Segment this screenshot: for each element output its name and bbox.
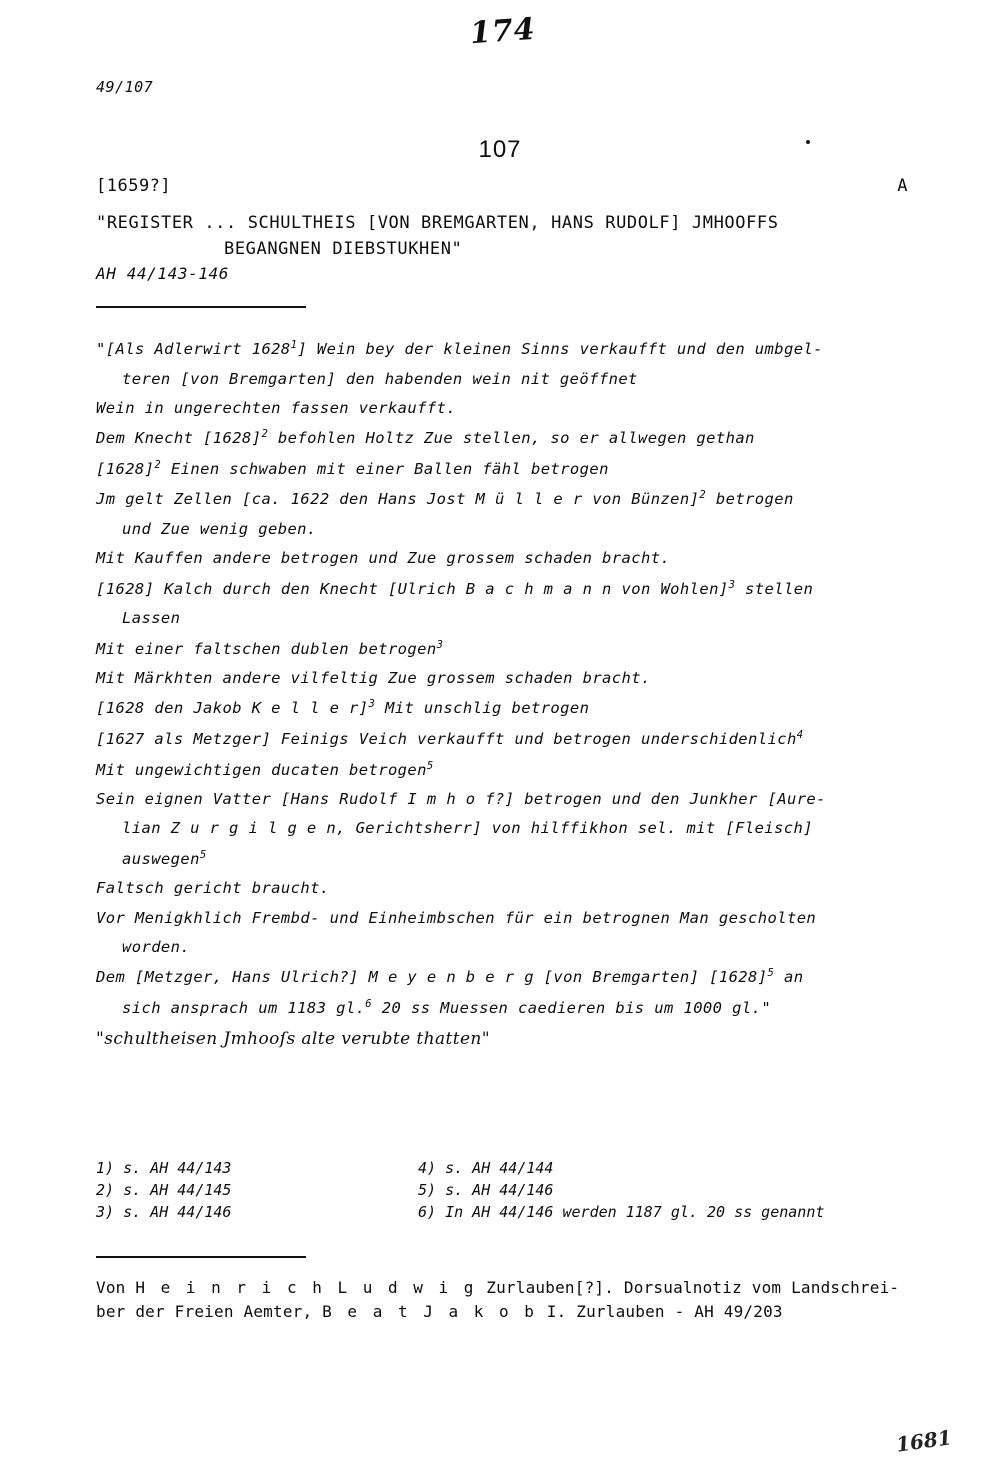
transcription-line [96, 904, 926, 933]
transcription-text: worden. [122, 938, 191, 957]
provenance-line-1-suffix: Zurlauben[?]. Dorsualnotiz vom Landschrei- [476, 1278, 900, 1297]
transcription-line [96, 724, 926, 755]
transcription-text: Wein in ungerechten fassen verkaufft. [96, 398, 457, 417]
provenance-note [96, 1276, 946, 1324]
transcription-text: sich ansprach um 1183 gl. [122, 999, 366, 1018]
footnote-marker: 6 [365, 997, 373, 1010]
transcription-text-cont: 20 ss Muessen caedieren bis um 1000 gl." [372, 999, 772, 1018]
transcription-line [96, 785, 926, 814]
transcription-text: Dem Knecht [1628] [96, 429, 262, 448]
transcription-text-cont: ] Wein bey der kleinen Sinns verkaufft und den umbgel- [297, 340, 823, 359]
transcription-line [96, 515, 926, 544]
footnote-marker: 4 [796, 728, 804, 741]
footnote-marker: 3 [436, 638, 444, 651]
footnote-item: 1) s. AH 44/143 [96, 1159, 232, 1177]
footnote-marker: 2 [261, 428, 269, 441]
footnote-row [96, 1202, 926, 1224]
provenance-line-1-prefix: Von [96, 1278, 136, 1297]
ink-dot-mark [806, 140, 810, 144]
transcription-line [96, 454, 926, 485]
footnote-item: 4) s. AH 44/144 [418, 1159, 554, 1177]
transcription-text: Mit einer faltschen dublen betrogen [96, 639, 437, 658]
divider-top [96, 306, 306, 308]
footnote-item: 3) s. AH 44/146 [96, 1202, 232, 1221]
transcription-text: [1628] [96, 459, 155, 478]
transcription-text: lian Z u r g i l g e n, Gerichtsherr] von hilffikhon sel. mit [Fleisch] [122, 819, 813, 838]
shelfmark-label: 49/107 [96, 78, 154, 96]
provenance-line-2-suffix: I. Zurlauben - AH 49/203 [536, 1302, 783, 1321]
footnote-marker: 2 [154, 458, 162, 471]
transcription-line [96, 365, 926, 394]
transcription-text: [1628 den Jakob K e l l e r] [96, 699, 369, 718]
transcription-text: Vor Menigkhlich Frembd- und Einheimbschen für ein betrognen Man gescholten [96, 908, 817, 927]
transcription-text-cont: befohlen Holtz Zue stellen, so er allwegen gethan [268, 429, 755, 448]
footnote-marker: 2 [699, 489, 707, 502]
transcription-line [96, 634, 926, 665]
transcription-line [96, 394, 926, 423]
transcription-text: und Zue wenig geben. [122, 519, 317, 538]
transcription-text: Lassen [122, 609, 181, 628]
transcription-line [96, 693, 926, 724]
footnote-row [96, 1180, 926, 1202]
footnote-marker: 1 [290, 339, 298, 351]
transcription-line [96, 423, 926, 454]
transcription-line [96, 844, 926, 875]
transcription-text: [1628] Kalch durch den Knecht [Ulrich B a c h m a n n von Wohlen] [96, 579, 729, 598]
provenance-line-2 [96, 1300, 946, 1324]
transcription-text-cont: betrogen [706, 490, 794, 509]
document-number: 107 [478, 136, 522, 163]
footnote-marker: 5 [767, 967, 775, 980]
document-title [96, 210, 926, 263]
footnote-marker: 3 [728, 578, 736, 591]
transcription-text-cont: stellen [735, 579, 814, 598]
transcription-text: [1627 als Metzger] Feinigs Veich verkaufft und betrogen underschidenlich [96, 730, 797, 749]
transcription-text: auswegen [122, 849, 200, 868]
title-line-1: "REGISTER ... SCHULTHEIS [VON BREMGARTEN, HANS RUDOLF] JMHOOFFS [96, 213, 779, 233]
footnote-item: 6) In AH 44/146 werden 1187 gl. 20 ss genannt [418, 1202, 825, 1221]
transcription-text-cont: an [774, 968, 804, 987]
original-script-line: "schultheisen Jmhooſs alte verubte thatten" [96, 1028, 490, 1049]
transcription-text: Sein eignen Vatter [Hans Rudolf I m h o f?] betrogen und den Junkher [Aure- [96, 790, 826, 809]
transcription-line [96, 604, 926, 633]
transcription-line [96, 484, 926, 515]
archive-reference: AH 44/143-146 [96, 264, 230, 283]
provenance-line-1 [96, 1276, 946, 1300]
transcription-line [96, 755, 926, 786]
transcription-line [96, 664, 926, 693]
transcription-text: Dem [Metzger, Hans Ulrich?] M e y e n b e r g [von Bremgarten] [1628] [96, 968, 768, 987]
footnote-row [96, 1158, 926, 1180]
transcription-line [96, 993, 926, 1024]
transcription-line [96, 334, 926, 365]
footnote-item: 2) s. AH 44/145 [96, 1180, 232, 1199]
transcription-text-cont: Einen schwaben mit einer Ballen fähl betrogen [161, 459, 609, 478]
footnote-marker: 3 [368, 698, 376, 711]
handwritten-page-number-top: 174 [468, 11, 537, 52]
footnote-marker: 5 [199, 848, 207, 861]
transcription-text: Faltsch gericht braucht. [96, 879, 330, 898]
title-line-2: BEGANGNEN DIEBSTUKHEN" [224, 239, 463, 260]
transcription-body [96, 334, 926, 1055]
transcription-text: "[Als Adlerwirt 1628 [96, 340, 291, 359]
handwritten-number-bottom: 1681 [894, 1425, 954, 1457]
transcription-text: Mit Märkhten andere vilfeltig Zue grossem schaden bracht. [96, 669, 651, 688]
transcription-line [96, 962, 926, 993]
footnote-item: 5) s. AH 44/146 [418, 1180, 554, 1199]
provenance-person-1: H e i n r i c h L u d w i g [135, 1278, 477, 1297]
date-line: [1659?] [96, 176, 172, 196]
transcription-line [96, 933, 926, 962]
footnotes-block [96, 1158, 926, 1223]
divider-bottom [96, 1256, 306, 1258]
provenance-line-2-prefix: ber der Freien Aemter, [96, 1302, 323, 1321]
transcription-line [96, 574, 926, 605]
transcription-line [96, 814, 926, 843]
transcription-text: Mit ungewichtigen ducaten betrogen [96, 760, 427, 779]
transcription-line [96, 544, 926, 573]
provenance-person-2: B e a t J a k o b [322, 1302, 537, 1321]
transcription-text: Mit Kauffen andere betrogen und Zue grossem schaden bracht. [96, 549, 671, 568]
transcription-text-cont: Mit unschlig betrogen [375, 699, 590, 718]
transcription-line [96, 874, 926, 903]
transcription-text: Jm gelt Zellen [ca. 1622 den Hans Jost M ü l l e r von Bünzen] [96, 490, 700, 509]
footnote-marker: 5 [426, 759, 434, 772]
reference-letter: A [897, 176, 908, 196]
transcription-text: teren [von Bremgarten] den habenden wein nit geöffnet [122, 369, 638, 388]
